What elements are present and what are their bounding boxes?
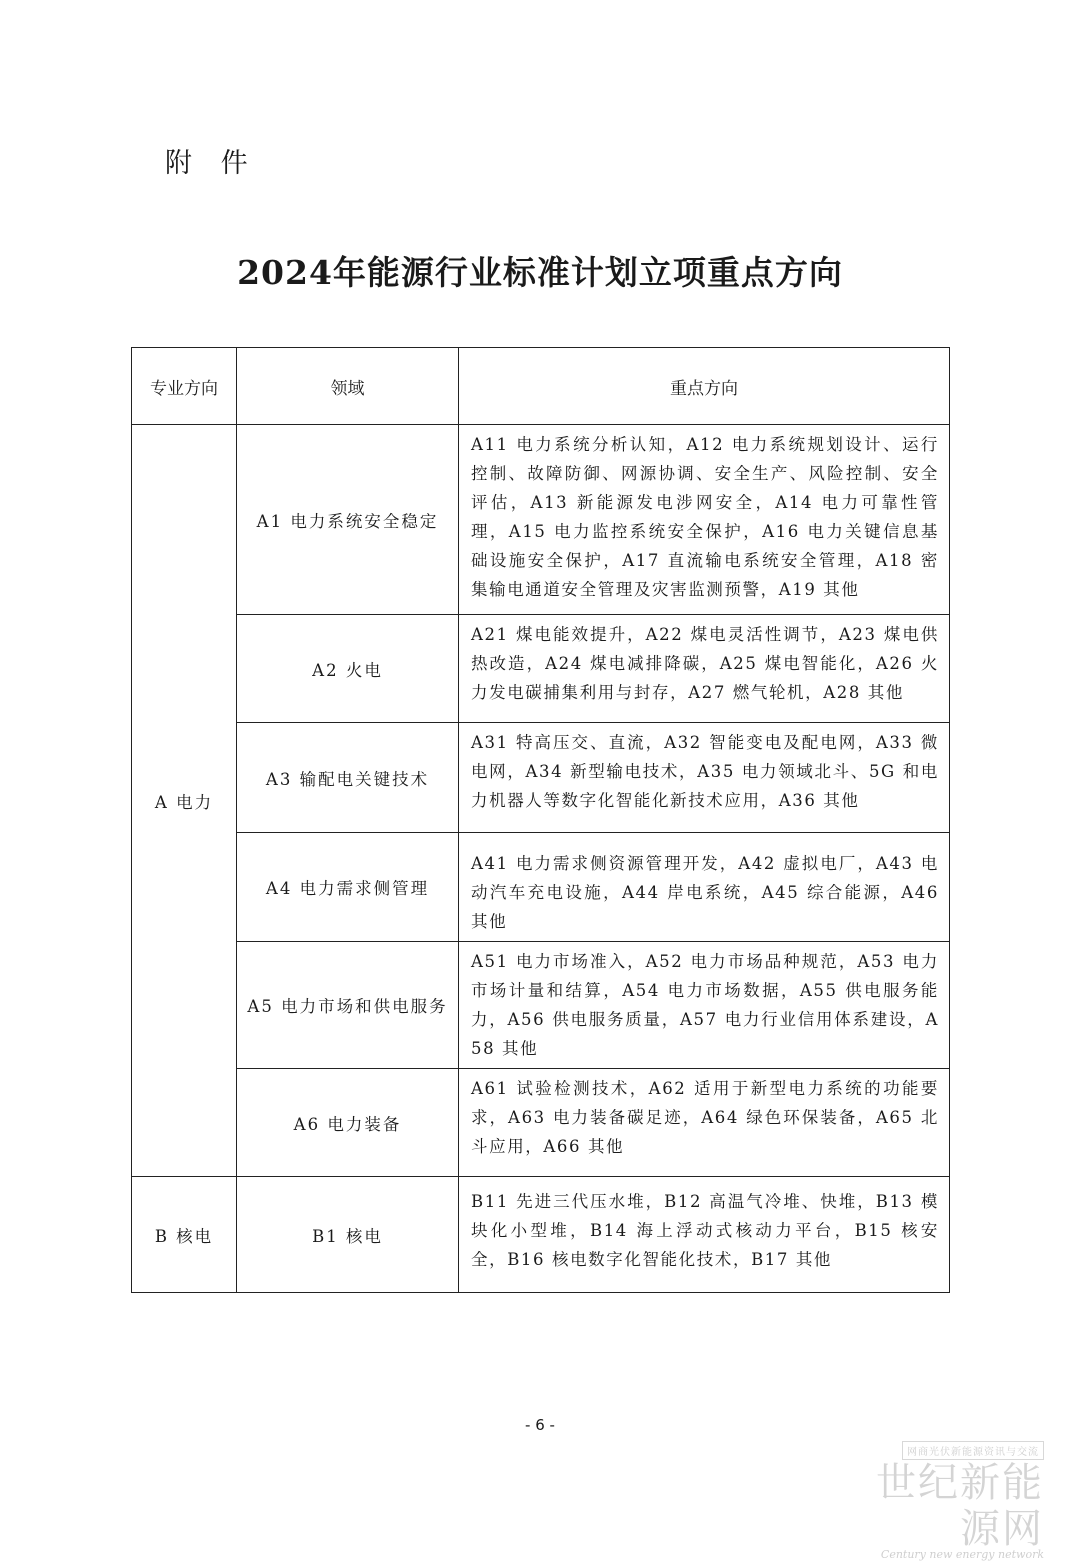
field-cell: A3 输配电关键技术 <box>237 723 459 833</box>
field-cell: B1 核电 <box>237 1177 459 1293</box>
field-cell: A1 电力系统安全稳定 <box>237 425 459 615</box>
field-cell: A5 电力市场和供电服务 <box>237 942 459 1069</box>
category-cell-b: B 核电 <box>132 1177 237 1293</box>
attachment-label: 附 件 <box>165 148 258 179</box>
watermark-tag: 网商光伏新能源资讯与交流 <box>902 1441 1044 1460</box>
header-field: 领域 <box>237 348 459 425</box>
field-cell: A6 电力装备 <box>237 1069 459 1177</box>
focus-cell: A51 电力市场准入，A52 电力市场品种规范，A53 电力市场计量和结算，A54 电力市场数据，A55 供电服务能力，A56 供电服务质量，A57 电力行业信用体系建设，A58 其他 <box>459 942 950 1069</box>
document-title: 2024年能源行业标准计划立项重点方向 <box>237 253 843 292</box>
table-row <box>132 1069 950 1177</box>
table-row <box>132 833 950 942</box>
focus-cell: B11 先进三代压水堆，B12 高温气冷堆、快堆，B13 模块化小型堆，B14 海上浮动式核动力平台，B15 核安全，B16 核电数字化智能化技术，B17 其他 <box>459 1177 950 1293</box>
header-category: 专业方向 <box>132 348 237 425</box>
table-row <box>132 1177 950 1293</box>
focus-cell: A41 电力需求侧资源管理开发，A42 虚拟电厂，A43 电动汽车充电设施，A44 岸电系统，A45 综合能源，A46 其他 <box>459 833 950 942</box>
table-row <box>132 615 950 723</box>
table-row <box>132 723 950 833</box>
watermark <box>844 1440 1044 1561</box>
table-row <box>132 942 950 1069</box>
table-row <box>132 425 950 615</box>
table-header-row <box>132 348 950 425</box>
focus-cell: A61 试验检测技术，A62 适用于新型电力系统的功能要求，A63 电力装备碳足迹，A64 绿色环保装备，A65 北斗应用，A66 其他 <box>459 1069 950 1177</box>
standards-table <box>131 347 950 1293</box>
field-cell: A2 火电 <box>237 615 459 723</box>
focus-cell: A21 煤电能效提升，A22 煤电灵活性调节，A23 煤电供热改造，A24 煤电减排降碳，A25 煤电智能化，A26 火力发电碳捕集利用与封存，A27 燃气轮机，A28 其他 <box>459 615 950 723</box>
focus-cell: A31 特高压交、直流，A32 智能变电及配电网，A33 微电网，A34 新型输电技术，A35 电力领域北斗、5G 和电力机器人等数字化智能化新技术应用，A36 其他 <box>459 723 950 833</box>
watermark-name: 世纪新能源网 <box>876 1460 1044 1552</box>
watermark-english: Century new energy network <box>880 1548 1044 1561</box>
header-focus: 重点方向 <box>459 348 950 425</box>
category-cell-a: A 电力 <box>132 425 237 1177</box>
page-number: - 6 - <box>525 1416 555 1434</box>
focus-cell: A11 电力系统分析认知，A12 电力系统规划设计、运行控制、故障防御、网源协调、安全生产、风险控制、安全评估，A13 新能源发电涉网安全，A14 电力可靠性管理，A15 电力监控系统安全保护，A16 电力关键信息基础设施安全保护，A17 直流输电系统安全管理，A18 密集输电通道安全管理及灾害监测预警，A19 其他 <box>459 425 950 615</box>
field-cell: A4 电力需求侧管理 <box>237 833 459 942</box>
